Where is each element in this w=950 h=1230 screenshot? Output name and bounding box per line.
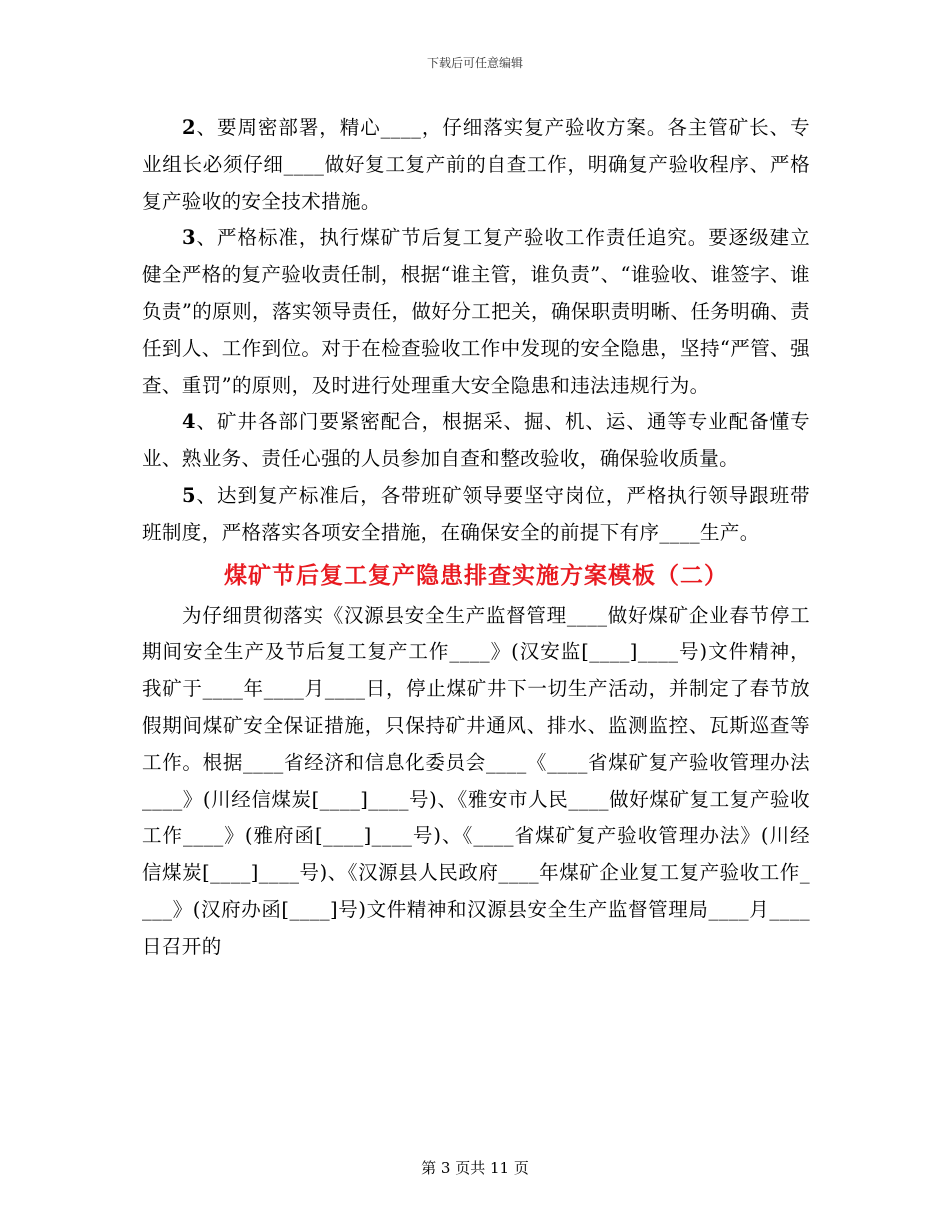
page-footer: 第 3 页共 11 页 (421, 1159, 529, 1177)
item-number: 4 (182, 410, 196, 434)
paragraph-text: 、矿井各部门要紧密配合，根据采、掘、机、运、通等专业配备懂专业、熟业务、责任心强的人员参加自查和整改验收，确保验收质量。 (142, 410, 810, 471)
item-number: 5 (182, 483, 196, 507)
page-header: 下载后可任意编辑 (426, 56, 523, 70)
paragraph-item-3 (142, 220, 810, 404)
item-number: 3 (182, 226, 196, 250)
paragraph-item-4 (142, 404, 810, 478)
paragraph-item-2 (142, 110, 810, 220)
paragraph-text: 、要周密部署，精心____，仔细落实复产验收方案。各主管矿长、专业组长必须仔细____做好复工复产前的自查工作，明确复产验收程序、严格复产验收的安全技术措施。 (142, 116, 810, 213)
item-number: 2 (182, 116, 196, 139)
paragraph-intro: 为仔细贯彻落实《汉源县安全生产监督管理____做好煤矿企业春节停工期间安全生产及节后复工复产工作____》(汉安监[____]____号)文件精神，我矿于____年____月____日，停止煤矿井下一切生产活动，并制定了春节放假期间煤矿安全保证措施，只保持矿井通风、排水、监测监控、瓦斯巡查等工作。根据____省经济和信息化委员会____《____省煤矿复产验收管理办法____》(川经信煤炭[____]____号)、《雅安市人民____做好煤矿复工复产验收工作____》(雅府函[____]____号)、《____省煤矿复产验收管理办法》(川经信煤炭[____]____号)、《汉源县人民政府____年煤矿企业复工复产验收工作____》(汉府办函[____]号)文件精神和汉源县安全生产监督管理局____月____日召开的 (142, 603, 810, 958)
paragraph-text: 、严格标准，执行煤矿节后复工复产验收工作责任追究。要逐级建立健全严格的复产验收责任制，根据“谁主管，谁负责”、“谁验收、谁签字、谁负责”的原则，落实领导责任，做好分工把关，确保职责明晰、任务明确、责任到人、工作到位。对于在检查验收工作中发现的安全隐患，坚持“严管、强查、重罚”的原则，及时进行处理重大安全隐患和违法违规行为。 (142, 226, 810, 397)
paragraph-item-5 (142, 478, 810, 552)
section-title: 煤矿节后复工复产隐患排查实施方案模板（二） (224, 562, 728, 589)
paragraph-text: 、达到复产标准后，各带班矿领导要坚守岗位，严格执行领导跟班带班制度，严格落实各项安全措施，在确保安全的前提下有序____生产。 (142, 483, 810, 544)
document-body (142, 110, 810, 966)
